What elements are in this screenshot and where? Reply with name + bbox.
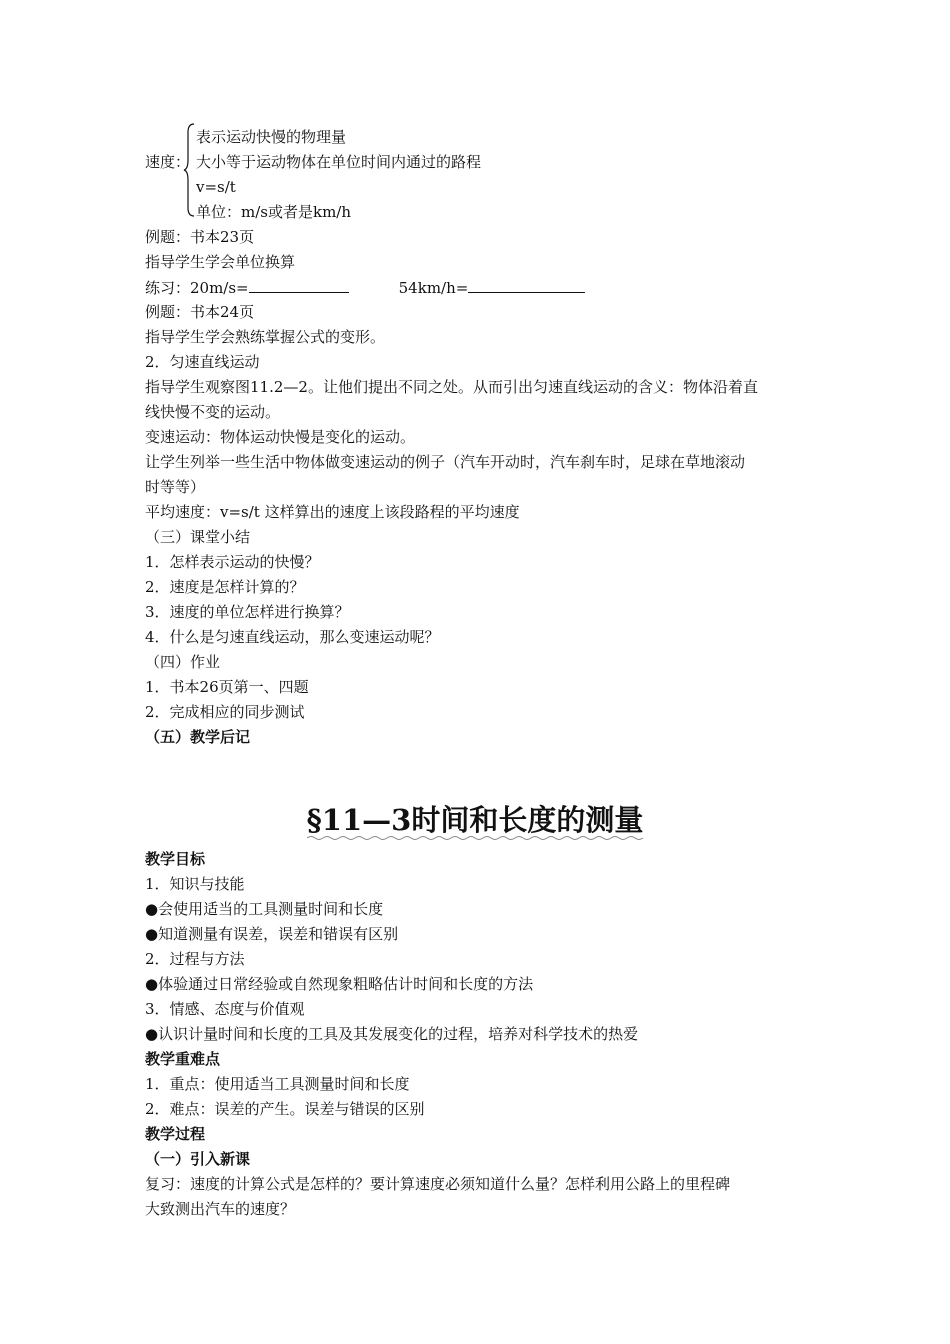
exercise-label-1: 练习：20m/s=	[145, 279, 249, 297]
text-line: 大致测出汽车的速度？	[145, 1200, 296, 1218]
text-line: 教学过程	[145, 1125, 206, 1143]
text-line: ●体验通过日常经验或自然现象粗略估计时间和长度的方法	[145, 975, 534, 993]
text-line: （一）引入新课	[145, 1150, 251, 1168]
speed-label: 速度：	[145, 153, 191, 171]
text-line: 平均速度：v=s/t 这样算出的速度上该段路程的平均速度	[145, 503, 520, 521]
text-line: 2．过程与方法	[145, 950, 245, 968]
speed-def-item: 单位：m/s或者是km/h	[196, 203, 352, 221]
text-line: 变速运动：物体运动快慢是变化的运动。	[145, 428, 416, 446]
text-line: 1．书本26页第一、四题	[145, 678, 309, 696]
exercise-label-2: 54km/h=	[398, 279, 469, 297]
text-line: 1．怎样表示运动的快慢？	[145, 553, 320, 571]
text-line: 2．速度是怎样计算的？	[145, 578, 305, 596]
exercise-line	[145, 277, 815, 298]
text-line: ●知道测量有误差，误差和错误有区别	[145, 925, 399, 943]
text-line: 指导学生观察图11.2—2。让他们提出不同之处。从而引出匀速直线运动的含义：物体沿着直	[145, 378, 758, 396]
wavy-underline	[307, 835, 647, 841]
text-line: 3．速度的单位怎样进行换算？	[145, 603, 350, 621]
text-line: ●会使用适当的工具测量时间和长度	[145, 900, 384, 918]
text-line: 例题：书本24页	[145, 303, 255, 321]
text-line: 1．重点：使用适当工具测量时间和长度	[145, 1075, 410, 1093]
text-line: 1．知识与技能	[145, 875, 245, 893]
text-line: 指导学生学会单位换算	[145, 253, 296, 271]
speed-def-item: 表示运动快慢的物理量	[196, 128, 347, 146]
left-brace-icon	[183, 122, 195, 218]
answer-blank-1	[249, 277, 349, 293]
reflection-heading: （五）教学后记	[145, 728, 251, 746]
answer-blank-2	[468, 277, 585, 293]
text-line: 指导学生学会熟练掌握公式的变形。	[145, 328, 386, 346]
text-line: 教学重难点	[145, 1050, 221, 1068]
text-line: 2．完成相应的同步测试	[145, 703, 305, 721]
text-line: 4．什么是匀速直线运动，那么变速运动呢？	[145, 628, 440, 646]
text-line: 3．情感、态度与价值观	[145, 1000, 305, 1018]
text-line: ●认识计量时间和长度的工具及其发展变化的过程，培养对科学技术的热爱	[145, 1025, 639, 1043]
text-line: 让学生列举一些生活中物体做变速运动的例子（汽车开动时，汽车刹车时，足球在草地滚动	[145, 453, 746, 471]
speed-def-item: v=s/t	[196, 178, 236, 196]
text-line: （三）课堂小结	[145, 528, 251, 546]
speed-def-item: 大小等于运动物体在单位时间内通过的路程	[196, 153, 482, 171]
text-line: 2．难点：误差的产生。误差与错误的区别	[145, 1100, 425, 1118]
text-line: 复习：速度的计算公式是怎样的？要计算速度必须知道什么量？怎样利用公路上的里程碑	[145, 1175, 731, 1193]
text-line: 时等等）	[145, 478, 206, 496]
text-line: 教学目标	[145, 850, 206, 868]
text-line: 例题：书本23页	[145, 228, 255, 246]
text-line: 线快慢不变的运动。	[145, 403, 281, 421]
section-title: §11—3时间和长度的测量	[306, 803, 644, 837]
text-line: 2．匀速直线运动	[145, 353, 260, 371]
text-line: （四）作业	[145, 653, 221, 671]
